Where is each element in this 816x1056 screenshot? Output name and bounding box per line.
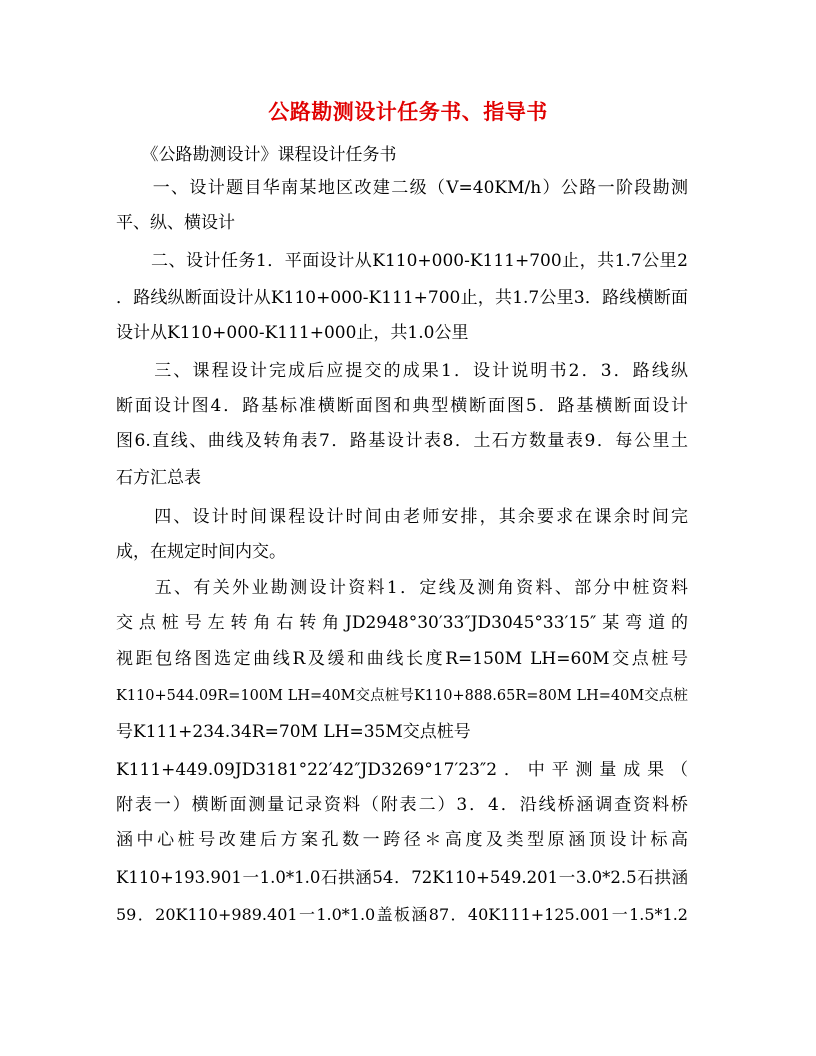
body-line: 成，在规定时间内交。	[116, 542, 286, 562]
document-title: 公路勘测设计任务书、指导书	[268, 99, 548, 124]
body-line: 石方汇总表	[116, 468, 201, 488]
body-line: 号K111+234.34R=70M LH=35M交点桩号	[116, 722, 471, 742]
body-line: 平、纵、横设计	[116, 213, 235, 233]
body-line: 《公路勘测设计》课程设计任务书	[116, 145, 397, 165]
body-line: 一、设计题目华南某地区改建二级（V=40KM/h）公路一阶段勘测	[116, 178, 688, 198]
body-line: 三、课程设计完成后应提交的成果1．设计说明书2．3．路线纵	[116, 361, 688, 381]
body-line: K111+449.09JD3181°22′42″JD3269°17′23″2．中平测量成果（	[116, 760, 688, 780]
body-line: 59．20K110+989.401一1.0*1.0盖板涵87．40K111+125.001一1.5*1.2	[116, 905, 688, 924]
body-line: 五、有关外业勘测设计资料1．定线及测角资料、部分中桩资料	[116, 578, 688, 598]
body-line: K110+193.901一1.0*1.0石拱涵54．72K110+549.201一3.0*2.5石拱涵	[116, 868, 688, 887]
body-line: 四、设计时间课程设计时间由老师安排，其余要求在课余时间完	[116, 507, 688, 527]
body-line: 设计从K110+000-K111+000止，共1.0公里	[116, 323, 469, 343]
body-line: 二、设计任务1．平面设计从K110+000-K111+700止，共1.7公里2	[116, 251, 688, 271]
body-line: 视距包络图选定曲线R及缓和曲线长度R=150M LH=60M交点桩号	[116, 649, 688, 669]
body-line: 附表一）横断面测量记录资料（附表二）3．4．沿线桥涵调查资料桥	[116, 795, 688, 815]
body-line: 涵中心桩号改建后方案孔数一跨径＊高度及类型原涵顶设计标高	[116, 830, 688, 850]
body-line: 交点桩号左转角右转角JD2948°30′33″JD3045°33′15″某弯道的	[116, 613, 688, 633]
body-line: K110+544.09R=100M LH=40M交点桩号K110+888.65R=80M LH=40M交点桩	[116, 688, 688, 704]
body-line: 图6.直线、曲线及转角表7．路基设计表8．土石方数量表9．每公里土	[116, 431, 688, 451]
body-line: 断面设计图4．路基标准横断面图和典型横断面图5．路基横断面设计	[116, 396, 688, 416]
body-line: ．路线纵断面设计从K110+000-K111+700止，共1.7公里3．路线横断面	[116, 288, 688, 308]
